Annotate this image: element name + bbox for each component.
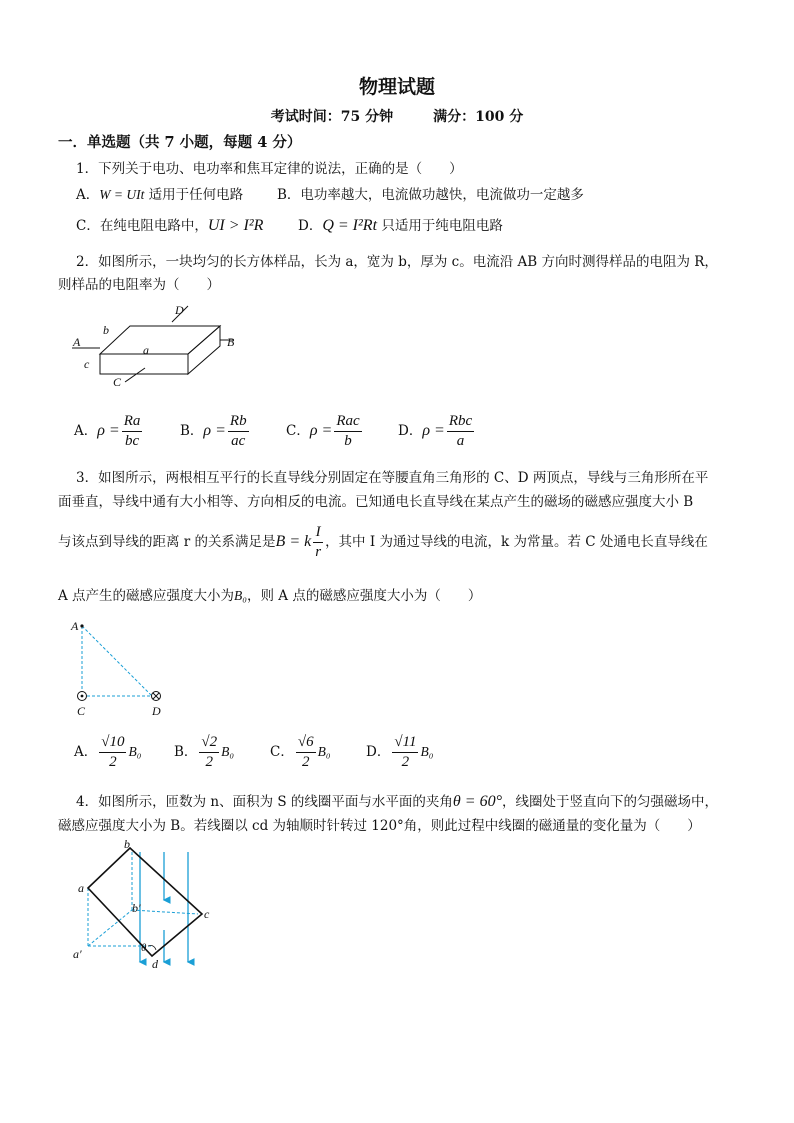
q3-stem4b: ，则 A 点的磁感应强度大小为（ ）	[247, 588, 482, 604]
q1-option-d	[298, 214, 503, 235]
q2-a-num: Ra	[122, 412, 143, 432]
label-a: a	[78, 881, 84, 895]
q3-option-c	[270, 733, 366, 772]
q3-d-tail: B₀	[420, 744, 434, 759]
q2-c-lhs: ρ =	[309, 422, 333, 439]
label-a-prime: a′	[73, 947, 82, 961]
q3-b-tail: B₀	[221, 744, 235, 759]
q1-c-label: C．在纯电阻电路中，	[76, 218, 208, 234]
q3-a-num: √10	[99, 733, 126, 753]
q4-stem-line2: 磁感应强度大小为 B。若线圈以 cd 为轴顺时针转过 120°角，则此过程中线圈的磁通量的变化量为（ ）	[58, 818, 701, 834]
q3-a-den: 2	[109, 754, 117, 770]
lead-C	[125, 368, 145, 382]
q3-options	[74, 733, 433, 772]
q2-c-num: Rac	[334, 412, 361, 432]
cuboid-top-face	[100, 326, 220, 354]
q3-stem4-b0: B₀	[234, 588, 247, 603]
q2-options	[74, 412, 476, 451]
q2-option-c	[286, 412, 398, 451]
label-b: b	[124, 838, 130, 851]
q2-d-den: a	[456, 433, 465, 449]
label-A: A	[73, 335, 81, 349]
q2-b-label: B．	[180, 423, 204, 439]
label-D: D	[175, 303, 184, 317]
q1-a-text: 适用于任何电路	[144, 187, 244, 203]
q2-c-label: C．	[286, 423, 310, 439]
q3-c-den: 2	[301, 754, 310, 770]
label-A: A	[71, 619, 79, 633]
q2-cuboid-figure	[70, 300, 250, 392]
current-out-icon	[78, 692, 87, 701]
q3-option-a	[74, 733, 174, 772]
q1-a-label: A．	[76, 187, 100, 203]
q3-d-num: √11	[392, 733, 418, 753]
point-A	[80, 624, 83, 627]
label-d: d	[152, 957, 158, 971]
cuboid-right-face	[188, 326, 220, 374]
q3-formula-den: r	[315, 544, 322, 560]
q2-d-label: D．	[398, 423, 423, 439]
q1-option-a	[76, 183, 243, 203]
q1-d-math: Q = I²Rt	[322, 217, 378, 234]
q4-coil-figure	[68, 838, 228, 972]
q3-b-den: 2	[205, 754, 214, 770]
q1-option-b: B．电功率越大，电流做功越快，电流做功一定越多	[277, 187, 584, 203]
q3-d-den: 2	[401, 754, 410, 770]
page-title: 物理试题	[358, 76, 435, 98]
q2-b-den: ac	[231, 433, 246, 449]
q3-a-tail: B₀	[128, 744, 142, 759]
q2-d-num: Rbc	[447, 412, 474, 432]
label-b-prime: b′	[132, 901, 141, 915]
q1-stem: 1．下列关于电功、电功率和焦耳定律的说法，正确的是（ ）	[76, 161, 463, 177]
q1-d-text: 只适用于纯电阻电路	[377, 218, 503, 234]
q3-formula-lhs: B = k	[275, 533, 312, 550]
edge-AD	[82, 626, 152, 696]
exam-info	[0, 106, 794, 126]
label-B: B	[227, 335, 235, 349]
coil-outline	[88, 848, 202, 956]
label-c: c	[84, 357, 90, 371]
q3-stem3a: 与该点到导线的距离 r 的关系满足是	[58, 534, 276, 550]
q3-b-label: B．	[174, 744, 198, 760]
q3-triangle-figure	[66, 614, 186, 718]
label-c: c	[204, 907, 210, 921]
cuboid-front-face	[100, 354, 188, 374]
q2-a-lhs: ρ =	[97, 422, 120, 439]
q3-stem-line4	[58, 584, 481, 604]
q3-a-label: A．	[74, 744, 98, 760]
q3-d-label: D．	[366, 744, 391, 760]
q3-stem-line3	[58, 523, 708, 562]
q3-c-tail: B₀	[317, 744, 331, 759]
q2-b-num: Rb	[228, 412, 249, 432]
q2-a-label: A．	[74, 423, 98, 439]
label-C: C	[113, 375, 122, 389]
q2-a-den: bc	[124, 433, 140, 449]
q3-b-num: √2	[199, 733, 219, 753]
q2-b-lhs: ρ =	[203, 422, 226, 439]
q1-option-c	[76, 214, 263, 235]
q2-stem-line2: 则样品的电阻率为（ ）	[58, 277, 220, 293]
q4-theta-math: θ = 60°	[452, 793, 502, 810]
q1-d-label: D．	[298, 218, 323, 234]
q3-option-d	[366, 733, 433, 772]
label-a: a	[143, 343, 149, 357]
q3-stem-line1: 3．如图所示，两根相互平行的长直导线分别固定在等腰直角三角形的 C、D 两顶点，导线与三角形所在平	[76, 470, 709, 486]
q3-stem-line2: 面垂直，导线中通有大小相等、方向相反的电流。已知通电长直导线在某点产生的磁场的磁感应强度大小 B	[58, 494, 694, 510]
exam-score: 满分：100 分	[433, 109, 524, 125]
q1-a-math: W = UIt	[99, 187, 145, 202]
q3-c-num: √6	[296, 733, 316, 753]
q3-formula-num: I	[313, 523, 323, 543]
q4-stem-line1	[76, 790, 718, 811]
current-in-icon	[152, 692, 161, 701]
label-b: b	[103, 323, 109, 337]
q1-c-math: UI > I²R	[207, 217, 264, 234]
q2-stem-line1: 2．如图所示，一块均匀的长方体样品，长为 a，宽为 b，厚为 c。电流沿 AB 方向时测得样品的电阻为 R，	[76, 254, 718, 270]
q3-stem4a: A 点产生的磁感应强度大小为	[58, 588, 235, 604]
q4-stem1b: ，线圈处于竖直向下的匀强磁场中，	[501, 794, 718, 810]
q3-option-b	[174, 733, 270, 772]
q3-stem3b: ，其中 I 为通过导线的电流，k 为常量。若 C 处通电长直导线在	[325, 534, 708, 550]
label-D: D	[152, 704, 161, 718]
q2-option-b	[180, 412, 286, 451]
q2-d-lhs: ρ =	[422, 422, 445, 439]
exam-time: 考试时间：75 分钟	[270, 109, 394, 125]
label-theta: θ	[141, 942, 147, 954]
q4-stem1a: 4．如图所示，匝数为 n、面积为 S 的线圈平面与水平面的夹角	[76, 794, 453, 810]
section-heading: 一．单选题（共 7 小题，每题 4 分）	[58, 134, 302, 151]
q2-option-a	[74, 412, 180, 451]
q3-c-label: C．	[270, 744, 294, 760]
q2-c-den: b	[344, 433, 352, 449]
q2-option-d	[398, 412, 476, 451]
label-C: C	[77, 704, 86, 718]
